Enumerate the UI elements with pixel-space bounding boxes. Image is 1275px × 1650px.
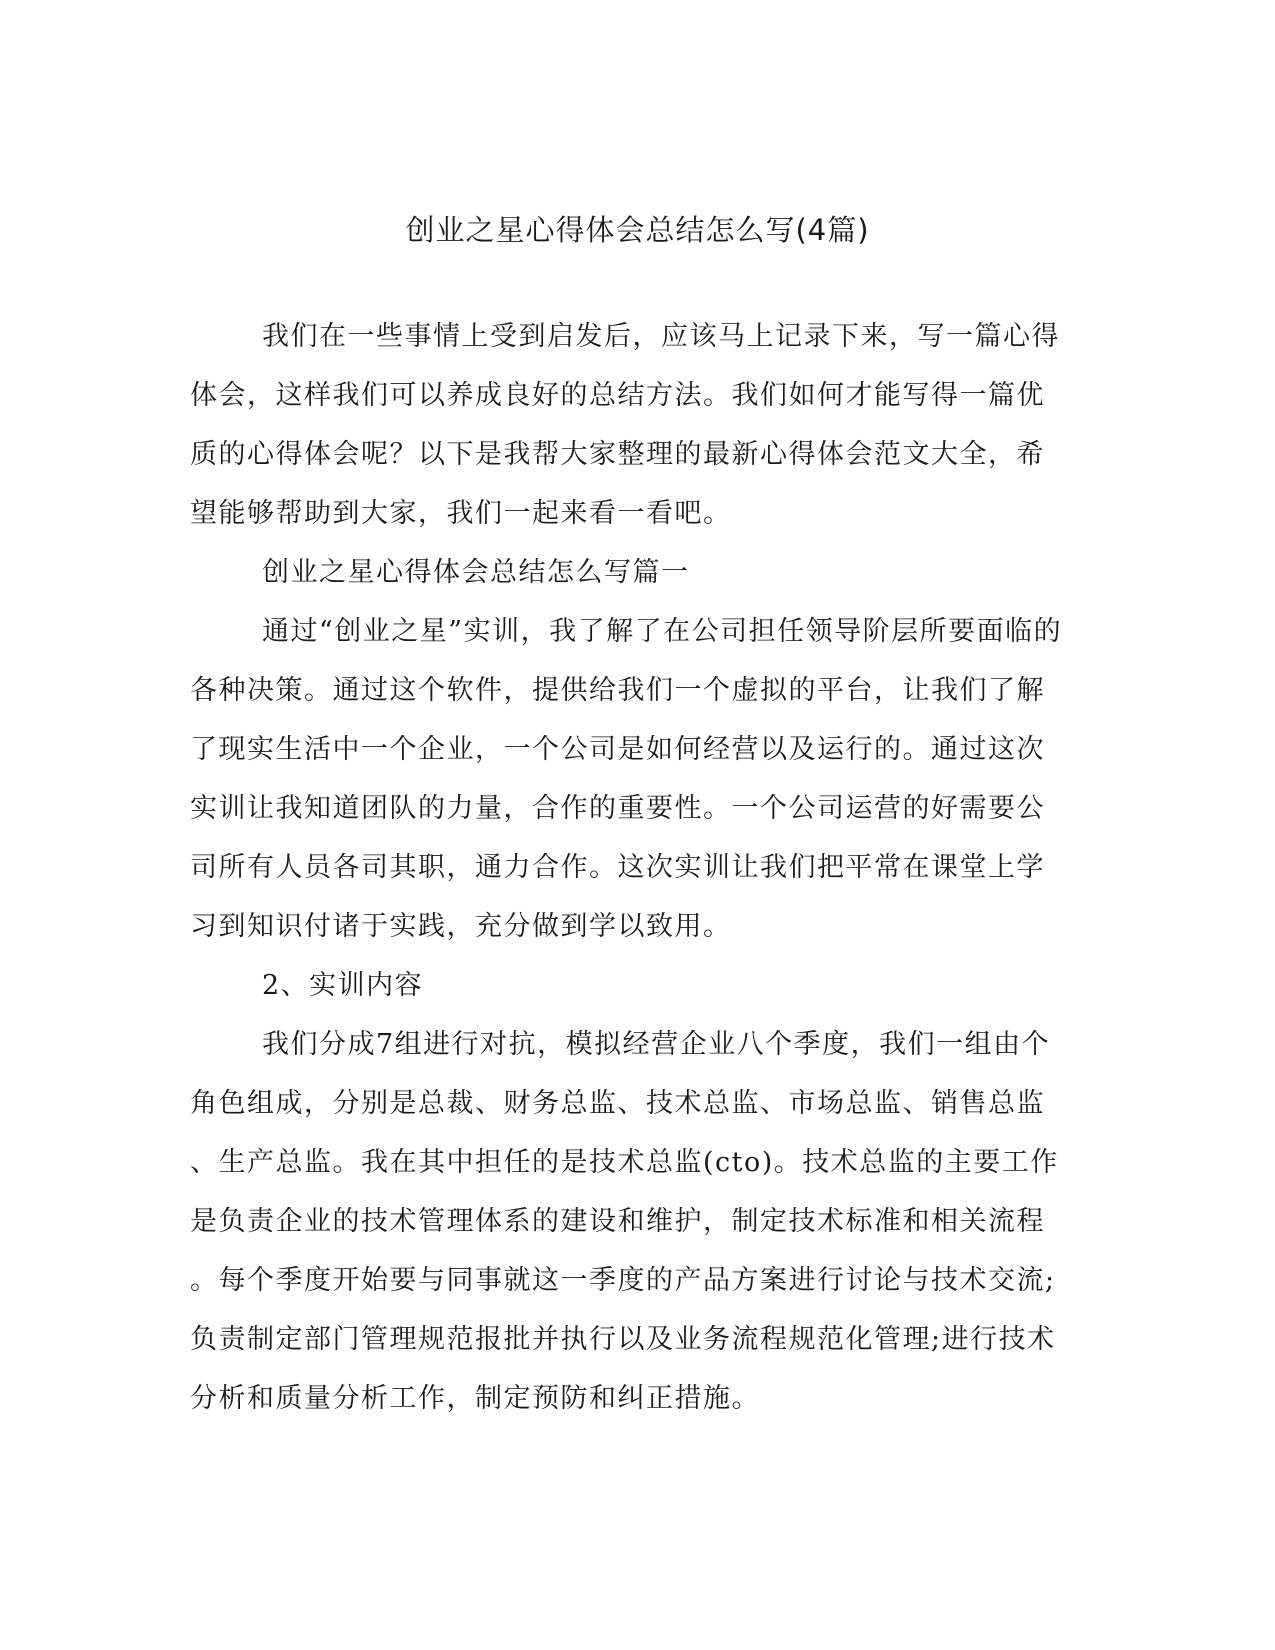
paragraph-line: 、生产总监。我在其中担任的是技术总监(cto)。技术总监的主要工作 — [190, 1147, 1059, 1178]
paragraph-line: 体会，这样我们可以养成良好的总结方法。我们如何才能写得一篇优 — [190, 380, 1045, 411]
paragraph-line: 质的心得体会呢？以下是我帮大家整理的最新心得体会范文大全，希 — [190, 439, 1045, 470]
paragraph-line: 是负责企业的技术管理体系的建设和维护，制定技术标准和相关流程 — [190, 1206, 1045, 1237]
paragraph-line: 我们在一些事情上受到启发后，应该马上记录下来，写一篇心得 — [262, 321, 1060, 352]
paragraph-line: 。每个季度开始要与同事就这一季度的产品方案进行讨论与技术交流; — [190, 1265, 1056, 1296]
paragraph-line: 习到知识付诸于实践，充分做到学以致用。 — [190, 911, 732, 942]
paragraph-line: 负责制定部门管理规范报批并执行以及业务流程规范化管理;进行技术 — [190, 1324, 1056, 1355]
paragraph-line: 实训让我知道团队的力量，合作的重要性。一个公司运营的好需要公 — [190, 793, 1045, 824]
paragraph-line: 各种决策。通过这个软件，提供给我们一个虚拟的平台，让我们了解 — [190, 675, 1045, 706]
paragraph-line: 角色组成，分别是总裁、财务总监、技术总监、市场总监、销售总监 — [190, 1088, 1045, 1119]
paragraph-line: 通过“创业之星”实训，我了解了在公司担任领导阶层所要面临的 — [262, 616, 1063, 647]
paragraph-line: 司所有人员各司其职，通力合作。这次实训让我们把平常在课堂上学 — [190, 852, 1045, 883]
document-title: 创业之星心得体会总结怎么写(4篇) — [405, 213, 870, 247]
paragraph-line: 望能够帮助到大家，我们一起来看一看吧。 — [190, 498, 732, 529]
paragraph-line: 分析和质量分析工作，制定预防和纠正措施。 — [190, 1383, 760, 1414]
section-heading: 创业之星心得体会总结怎么写篇一 — [262, 557, 690, 588]
paragraph-line: 我们分成7组进行对抗，模拟经营企业八个季度，我们一组由个 — [262, 1029, 1051, 1060]
paragraph-line: 了现实生活中一个企业，一个公司是如何经营以及运行的。通过这次 — [190, 734, 1045, 765]
section-heading: 2、实训内容 — [262, 970, 424, 1001]
